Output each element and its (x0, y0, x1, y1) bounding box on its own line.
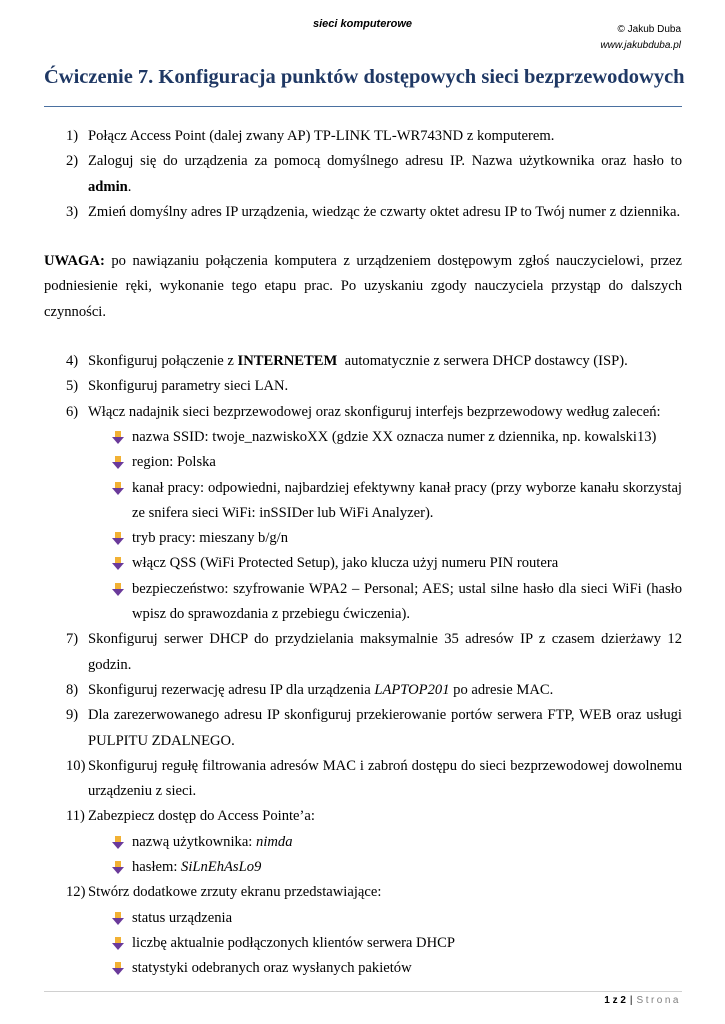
sub-item-text: region: Polska (132, 454, 216, 471)
step-number: 12) (66, 884, 86, 901)
down-arrow-bullet-icon (110, 836, 126, 850)
list-item (44, 400, 682, 628)
document-body (44, 124, 682, 982)
footer-divider (44, 991, 682, 992)
bold-keyword: INTERNETEM (237, 353, 338, 370)
step-text: Skonfiguruj serwer DHCP do przydzielania maksymalnie 35 adresów IP z czasem dzierżawy 12 godzin. (88, 631, 682, 673)
step-text: Zabezpiecz dostęp do Access Pointe’a: (88, 808, 315, 825)
warning-text: po nawiązaniu połączenia komputera z urządzeniem dostępowym zgłoś nauczycielowi, przez podniesienie ręki, wykonanie tego etapu prac. Po uzyskaniu zgody nauczyciela przystąp do dalszych czynności. (44, 253, 682, 320)
page-title: Ćwiczenie 7. Konfiguracja punktów dostępowych sieci bezprzewodowych (44, 66, 685, 88)
list-item (44, 374, 682, 399)
sub-item (88, 551, 682, 576)
step-number: 4) (66, 353, 79, 370)
step-number: 1) (66, 128, 79, 144)
step-number: 5) (66, 378, 79, 395)
sub-item (88, 931, 682, 956)
list-item (44, 349, 682, 374)
step-text-end: po adresie MAC. (449, 681, 554, 698)
step-number: 9) (66, 707, 79, 724)
sub-item-text: kanał pracy: odpowiedni, najbardziej efektywny kanał pracy (przy wyborze kanału skorzystaj ze snifera sieci WiFi: inSSIDer lub WiFi Analyzer). (132, 479, 682, 521)
sub-item (88, 450, 682, 475)
website: www.jakubduba.pl (600, 40, 681, 51)
steps-list-b (44, 349, 682, 981)
step-text: Włącz nadajnik sieci bezprzewodowej oraz skonfiguruj interfejs bezprzewodowy według zaleceń: (88, 403, 661, 420)
step-text: Stwórz dodatkowe zrzuty ekranu przedstawiające: (88, 884, 382, 901)
sub-item (88, 830, 682, 855)
step-text: Zaloguj się do urządzenia za pomocą domyślnego adresu IP. Nazwa użytkownika oraz hasło to (88, 153, 682, 170)
running-header-title: sieci komputerowe (312, 18, 413, 30)
username-value: nimda (256, 833, 293, 850)
sub-item-text: status urządzenia (132, 909, 233, 926)
running-header-author-block (600, 22, 681, 54)
step-number: 10) (66, 757, 86, 774)
list-item (44, 149, 682, 200)
sub-item-text: nazwą użytkownika: (132, 833, 257, 850)
sub-item (88, 526, 682, 551)
sub-item-text: liczbę aktualnie podłączonych klientów serwera DHCP (132, 934, 455, 951)
down-arrow-bullet-icon (110, 962, 126, 976)
step-number: 3) (66, 203, 79, 220)
step-text: Skonfiguruj rezerwację adresu IP dla urządzenia (88, 681, 375, 698)
step-number: 7) (66, 631, 79, 648)
sub-item (88, 906, 682, 931)
sub-item-text: tryb pracy: mieszany b/g/n (132, 530, 289, 547)
sub-item (88, 476, 682, 527)
sub-item (88, 956, 682, 981)
sub-list (88, 830, 682, 881)
list-item (44, 124, 682, 149)
title-divider (44, 106, 682, 107)
down-arrow-bullet-icon (110, 557, 126, 571)
footer-separator: | (629, 995, 633, 1006)
sub-item (88, 855, 682, 880)
step-text: Dla zarezerwowanego adresu IP skonfiguruj przekierowanie portów serwera FTP, WEB oraz usługi PULPITU ZDALNEGO. (88, 707, 682, 749)
steps-list-a (44, 124, 682, 225)
password-value: SiLnEhAsLo9 (181, 859, 262, 876)
sub-list (88, 906, 682, 982)
warning-note (44, 249, 682, 325)
step-number: 6) (66, 403, 79, 420)
down-arrow-bullet-icon (110, 583, 126, 597)
list-item (44, 880, 682, 981)
step-text: Skonfiguruj parametry sieci LAN. (88, 378, 289, 395)
down-arrow-bullet-icon (110, 532, 126, 546)
step-text-end: automatycznie z serwera DHCP dostawcy (ISP). (337, 353, 628, 370)
step-number: 8) (66, 681, 79, 698)
down-arrow-bullet-icon (110, 937, 126, 951)
warning-label: UWAGA: (44, 253, 105, 270)
down-arrow-bullet-icon (110, 456, 126, 470)
device-name: LAPTOP201 (374, 681, 450, 698)
sub-item-text: włącz QSS (WiFi Protected Setup), jako klucza użyj numeru PIN routera (132, 555, 559, 572)
page-number: 1 (604, 995, 610, 1006)
step-text: Zmień domyślny adres IP urządzenia, wiedząc że czwarty oktet adresu IP to Twój numer z dziennika. (88, 203, 681, 220)
step-text: Skonfiguruj regułę filtrowania adresów MAC i zabroń dostępu do sieci bezprzewodowej dowolnemu urządzeniu z sieci. (88, 757, 682, 800)
bold-credential: admin (88, 178, 128, 195)
down-arrow-bullet-icon (110, 431, 126, 445)
sub-item (88, 425, 682, 450)
step-text-end: . (127, 178, 132, 195)
sub-item-text: bezpieczeństwo: szyfrowanie WPA2 – Personal; AES; ustal silne hasło dla sieci WiFi (hasło wpisz do sprawozdania z przebiegu ćwiczenia). (132, 580, 682, 623)
sub-list (88, 425, 682, 627)
page-total: 2 (620, 995, 626, 1006)
list-item (44, 703, 682, 754)
page-word: Strona (636, 995, 681, 1006)
page-footer (604, 995, 681, 1006)
sub-item (88, 577, 682, 628)
step-number: 11) (66, 808, 85, 825)
list-item (44, 200, 682, 225)
step-number: 2) (66, 153, 79, 170)
down-arrow-bullet-icon (110, 912, 126, 926)
list-item (44, 678, 682, 703)
sub-item-text: nazwa SSID: twoje_nazwiskoXX (gdzie XX oznacza numer z dziennika, np. kowalski13) (132, 428, 657, 445)
page-of: z (612, 995, 618, 1006)
list-item (44, 627, 682, 678)
list-item (44, 804, 682, 880)
sub-item-text: hasłem: (132, 859, 182, 876)
author: © Jakub Duba (617, 24, 681, 35)
down-arrow-bullet-icon (110, 482, 126, 496)
step-text: Połącz Access Point (dalej zwany AP) TP-LINK TL-WR743ND z komputerem. (88, 128, 555, 144)
list-item (44, 754, 682, 805)
down-arrow-bullet-icon (110, 861, 126, 875)
sub-item-text: statystyki odebranych oraz wysłanych pakietów (132, 960, 412, 977)
step-text: Skonfiguruj połączenie z (88, 353, 238, 370)
